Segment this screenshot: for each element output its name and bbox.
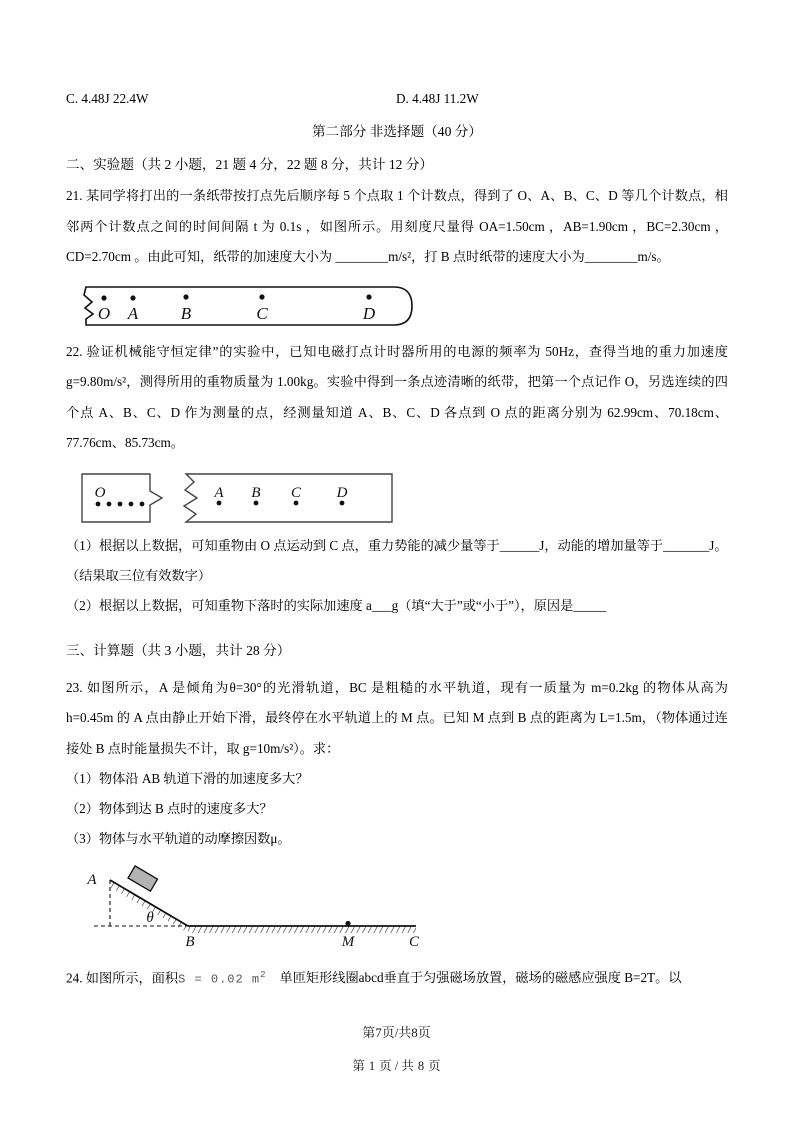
- question-23-text: 23. 如图所示，A 是倾角为θ=30°的光滑轨道，BC 是粗糙的水平轨道，现有一质量为 m=0.2kg 的物体从高为 h=0.45m 的 A 点由静止开始下滑，最终停在水平轨道上的 M 点。已知 M 点到 B 点的距离为 L=1.5m，（物体通过连接处 B 点时能量损失不计，取 g=10m/s²）。求：: [66, 679, 728, 756]
- question-22-text: 22. 验证机械能守恒定律”的实验中，已知电磁打点计时器所用的电源的频率为 50Hz，查得当地的重力加速度 g=9.80m/s²，测得所用的重物质量为 1.00kg。实验中得到一条点迹清晰的纸带，把第一个点记作 O，另选连续的四个点 A、B、C、D 作为测量的点，经测量知道 A、B、C、D 各点到 O 点的距离分别为 62.99cm、70.18cm、77.76cm、85.73cm。: [66, 343, 728, 450]
- choice-options-row: [66, 84, 728, 114]
- question-22-sub2: （2）根据以上数据，可知重物下落时的实际加速度 a___g（填“大于”或“小于”），原因是_____: [66, 597, 607, 613]
- svg-text:A: A: [87, 872, 97, 888]
- svg-text:D: D: [362, 303, 376, 323]
- footer-suffix: 页: [428, 1059, 441, 1073]
- footer-prefix: 第: [352, 1059, 365, 1073]
- footer-page-text: 第7页/共8页: [362, 1025, 431, 1040]
- figure-q23-incline: [76, 864, 728, 956]
- footer-page-indicator-secondary: [0, 1056, 793, 1074]
- question-24-area-value: S = 0.02 m: [178, 972, 261, 987]
- svg-text:B: B: [185, 934, 195, 950]
- svg-text:O: O: [97, 303, 111, 323]
- svg-text:O: O: [94, 484, 106, 501]
- question-23-sub3: （3）物体与水平轨道的动摩擦因数μ。: [66, 831, 291, 846]
- question-22-sub1: （1）根据以上数据，可知重物由 O 点运动到 C 点，重力势能的减少量等于______J，动能的增加量等于_______J。（结果取三位有效数字）: [66, 537, 728, 583]
- footer-middle: 页 / 共: [379, 1059, 414, 1073]
- question-23-sub2: （2）物体到达 B 点时的速度多大？: [66, 801, 273, 816]
- question-21-text: 21. 某同学将打出的一条纸带按打点先后顺序每 5 个点取 1 个计数点，得到了 O、A、B、C、D 等几个计数点，相邻两个计数点之间的时间间隔 t 为 0.1s ，如图所示。用刻度尺量得 OA=1.50cm ，AB=1.90cm ，BC=2.30cm ，CD=2.70cm 。由此可知，纸带的加速度大小为 ________m/s²，打 B 点时纸带的速度大小为________m/s。: [66, 188, 728, 264]
- document-body: [66, 84, 728, 995]
- section-two-heading: 二、实验题（共 2 小题，21 题 4 分，22 题 8 分，共计 12 分）: [66, 157, 434, 172]
- svg-text:M: M: [341, 934, 355, 950]
- option-c: C. 4.48J 22.4W: [66, 91, 149, 106]
- question-24-text: [66, 960, 728, 995]
- footer-page-indicator-primary: [0, 1022, 793, 1041]
- svg-text:B: B: [180, 303, 192, 323]
- svg-text:B: B: [251, 484, 261, 501]
- svg-text:C: C: [290, 484, 302, 501]
- svg-text:C: C: [256, 303, 268, 323]
- footer-current-page: 1: [368, 1059, 376, 1073]
- question-24-text-part1: 24. 如图所示，面积: [66, 970, 179, 986]
- figure-q22-tapes: [78, 469, 728, 531]
- question-24-text-part2: 单匝矩形线圈abcd垂直于匀强磁场放置，磁场的磁感应强度 B=2T。以: [279, 970, 682, 986]
- svg-text:θ: θ: [146, 910, 154, 926]
- part-two-title: [66, 116, 728, 148]
- option-d: D. 4.48J 11.2W: [396, 91, 479, 106]
- question-23-sub1: （1）物体沿 AB 轨道下滑的加速度多大？: [66, 771, 309, 786]
- svg-text:A: A: [127, 303, 139, 323]
- question-24-area-exponent: 2: [260, 970, 266, 980]
- figure-q21-tape: [76, 281, 728, 337]
- svg-text:A: A: [214, 484, 224, 501]
- part-two-title-text: 第二部分 非选择题（40 分）: [312, 124, 482, 139]
- section-three-heading: 三、计算题（共 3 小题，共计 28 分）: [66, 642, 291, 658]
- svg-text:D: D: [336, 484, 348, 501]
- svg-text:C: C: [408, 934, 420, 950]
- footer-total-pages: 8: [417, 1059, 425, 1073]
